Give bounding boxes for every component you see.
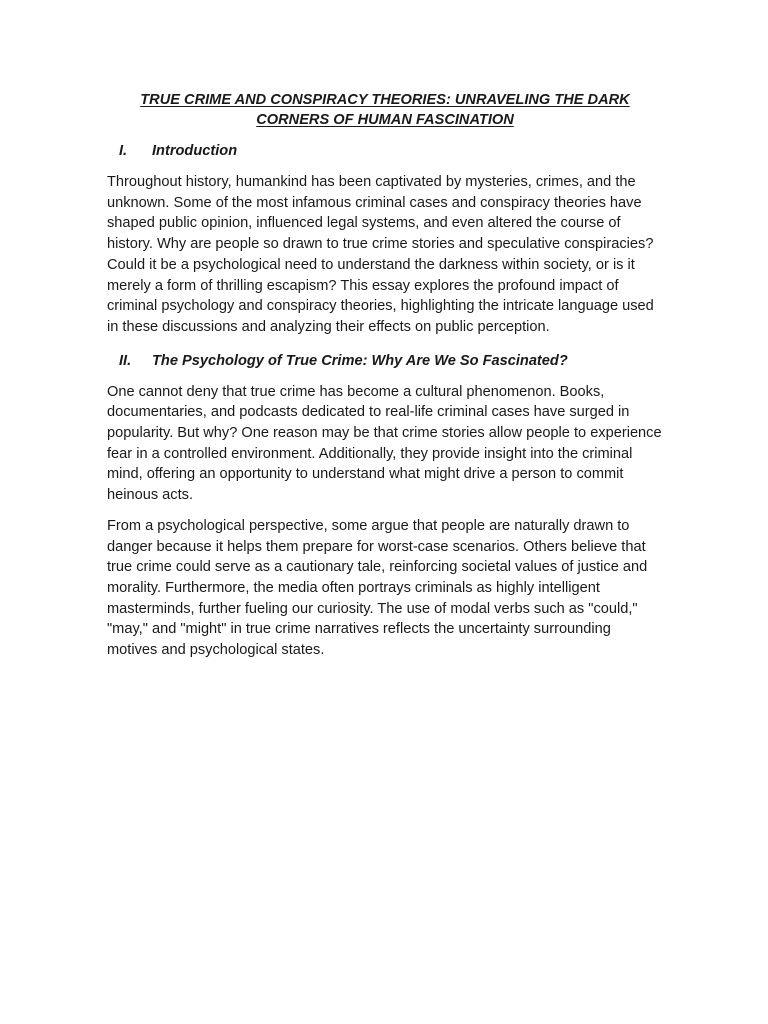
section-number: II.	[119, 352, 132, 369]
section-heading-psychology	[107, 351, 663, 371]
document-title	[107, 90, 663, 130]
paragraph-psychology-2: From a psychological perspective, some argue that people are naturally drawn to danger because it helps them prepare for worst-case scenarios. Others believe that true crime could serve as a cautionary tale, reinforcing societal values of justice and morality. Furthermore, the media often portrays criminals as highly intelligent masterminds, further fueling our curiosity. The use of modal verbs such as "could," "may," and "might" in true crime narratives reflects the uncertainty surrounding motives and psychological states.	[107, 517, 648, 659]
paragraph-psychology-1: One cannot deny that true crime has become a cultural phenomenon. Books, documentaries, and podcasts dedicated to real-life criminal cases have surged in popularity. But why? One reason may be that crime stories allow people to experience fear in a controlled environment. Additionally, they provide insight into the criminal mind, offering an opportunity to understand what might drive a person to commit heinous acts.	[107, 383, 662, 504]
paragraph-introduction: Throughout history, humankind has been captivated by mysteries, crimes, and the unknown. Some of the most infamous criminal cases and conspiracy theories have shaped public opinion, influenced legal systems, and even altered the course of history. Why are people so drawn to true crime stories and speculative conspiracies? Could it be a psychological need to understand the darkness within society, or is it merely a form of thrilling escapism? This essay explores the profound impact of criminal psychology and conspiracy theories, highlighting the intricate language used in these discussions and analyzing their effects on public perception.	[107, 174, 654, 335]
section-heading-introduction	[107, 141, 663, 161]
section-title: The Psychology of True Crime: Why Are We So Fascinated?	[152, 352, 568, 369]
title-line-1: TRUE CRIME AND CONSPIRACY THEORIES: UNRAVELING THE DARK	[140, 92, 630, 108]
title-line-2: CORNERS OF HUMAN FASCINATION	[256, 112, 514, 128]
section-title: Introduction	[152, 143, 238, 159]
document-page	[107, 90, 663, 661]
section-number: I.	[119, 143, 128, 159]
